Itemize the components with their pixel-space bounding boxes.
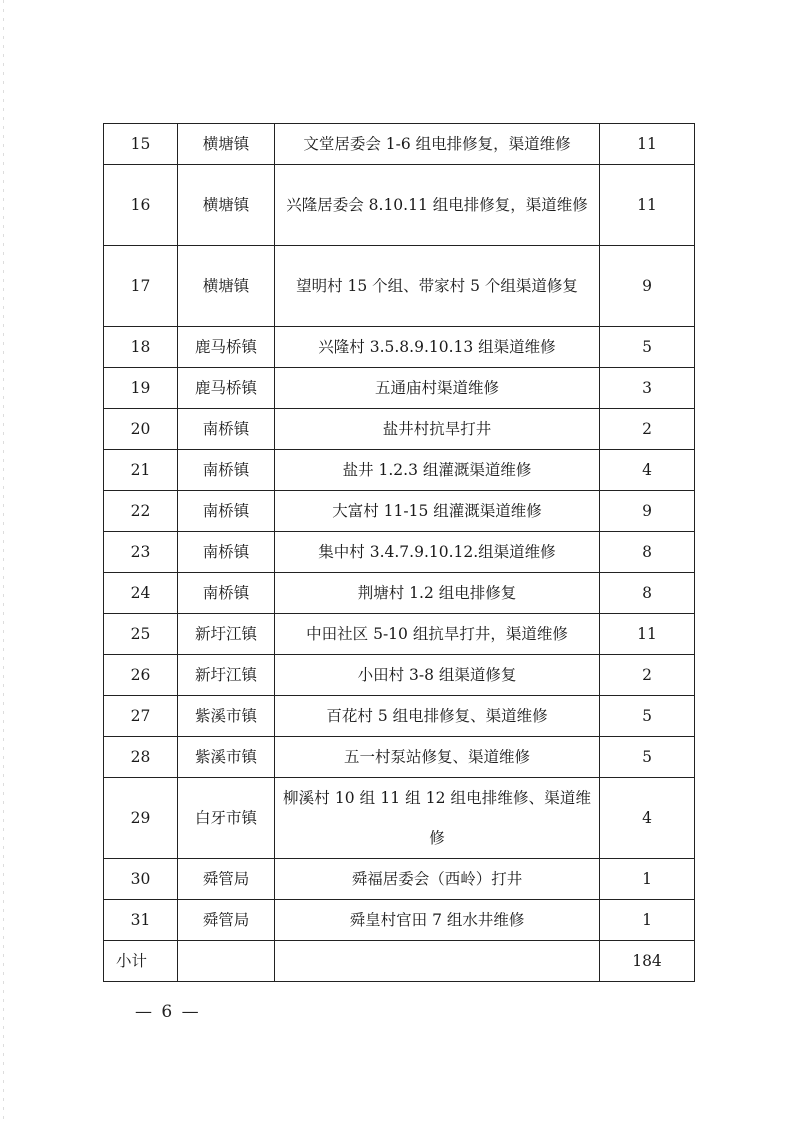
- row-project: 小田村 3-8 组渠道修复: [275, 655, 600, 696]
- table-row: [104, 778, 695, 859]
- row-number: 30: [104, 859, 178, 900]
- row-amount: 2: [600, 409, 695, 450]
- row-amount: 11: [600, 165, 695, 246]
- row-number: 27: [104, 696, 178, 737]
- subtotal-project: [275, 941, 600, 982]
- table-row: [104, 327, 695, 368]
- subtotal-row: [104, 941, 695, 982]
- row-project: 大富村 11-15 组灌溉渠道维修: [275, 491, 600, 532]
- row-amount: 1: [600, 859, 695, 900]
- row-number: 23: [104, 532, 178, 573]
- row-number: 22: [104, 491, 178, 532]
- row-amount: 11: [600, 614, 695, 655]
- row-amount: 2: [600, 655, 695, 696]
- row-amount: 4: [600, 778, 695, 859]
- row-project: 五一村泵站修复、渠道维修: [275, 737, 600, 778]
- row-town: 横塘镇: [178, 246, 275, 327]
- row-amount: 5: [600, 696, 695, 737]
- table-row: [104, 246, 695, 327]
- row-project: 集中村 3.4.7.9.10.12.组渠道维修: [275, 532, 600, 573]
- row-project: 中田社区 5-10 组抗旱打井，渠道维修: [275, 614, 600, 655]
- row-project: 盐井 1.2.3 组灌溉渠道维修: [275, 450, 600, 491]
- row-project: 荆塘村 1.2 组电排修复: [275, 573, 600, 614]
- table-row: [104, 450, 695, 491]
- row-project: 文堂居委会 1-6 组电排修复，渠道维修: [275, 124, 600, 165]
- row-project: 舜福居委会（西岭）打井: [275, 859, 600, 900]
- subtotal-label: 小计: [104, 941, 178, 982]
- table-row: [104, 124, 695, 165]
- table-row: [104, 900, 695, 941]
- row-town: 鹿马桥镇: [178, 327, 275, 368]
- table-row: [104, 491, 695, 532]
- table-row: [104, 532, 695, 573]
- row-town: 紫溪市镇: [178, 737, 275, 778]
- row-project: 柳溪村 10 组 11 组 12 组电排维修、渠道维修: [275, 778, 600, 859]
- row-number: 17: [104, 246, 178, 327]
- row-number: 15: [104, 124, 178, 165]
- page-number: — 6 —: [135, 1002, 201, 1022]
- row-amount: 8: [600, 573, 695, 614]
- row-amount: 3: [600, 368, 695, 409]
- row-town: 南桥镇: [178, 532, 275, 573]
- row-project: 兴隆村 3.5.8.9.10.13 组渠道维修: [275, 327, 600, 368]
- table-row: [104, 368, 695, 409]
- row-number: 24: [104, 573, 178, 614]
- table-row: [104, 165, 695, 246]
- row-number: 26: [104, 655, 178, 696]
- row-town: 南桥镇: [178, 450, 275, 491]
- table-row: [104, 614, 695, 655]
- row-project: 兴隆居委会 8.10.11 组电排修复，渠道维修: [275, 165, 600, 246]
- row-amount: 4: [600, 450, 695, 491]
- row-town: 新圩江镇: [178, 614, 275, 655]
- row-project: 望明村 15 个组、带家村 5 个组渠道修复: [275, 246, 600, 327]
- subtotal-amount: 184: [600, 941, 695, 982]
- row-amount: 5: [600, 737, 695, 778]
- subtotal-town: [178, 941, 275, 982]
- row-project: 百花村 5 组电排修复、渠道维修: [275, 696, 600, 737]
- table-row: [104, 409, 695, 450]
- row-amount: 8: [600, 532, 695, 573]
- row-town: 横塘镇: [178, 165, 275, 246]
- table-row: [104, 696, 695, 737]
- table-row: [104, 655, 695, 696]
- row-town: 紫溪市镇: [178, 696, 275, 737]
- row-amount: 11: [600, 124, 695, 165]
- row-number: 19: [104, 368, 178, 409]
- row-town: 南桥镇: [178, 491, 275, 532]
- row-number: 28: [104, 737, 178, 778]
- row-town: 南桥镇: [178, 409, 275, 450]
- table-row: [104, 737, 695, 778]
- row-number: 18: [104, 327, 178, 368]
- row-town: 鹿马桥镇: [178, 368, 275, 409]
- row-amount: 9: [600, 491, 695, 532]
- row-town: 横塘镇: [178, 124, 275, 165]
- row-project: 五通庙村渠道维修: [275, 368, 600, 409]
- row-number: 21: [104, 450, 178, 491]
- row-number: 31: [104, 900, 178, 941]
- scan-edge-line: [3, 0, 4, 1122]
- row-number: 20: [104, 409, 178, 450]
- row-town: 白牙市镇: [178, 778, 275, 859]
- row-number: 25: [104, 614, 178, 655]
- row-number: 16: [104, 165, 178, 246]
- row-number: 29: [104, 778, 178, 859]
- row-town: 舜管局: [178, 859, 275, 900]
- table-row: [104, 573, 695, 614]
- row-town: 南桥镇: [178, 573, 275, 614]
- row-town: 新圩江镇: [178, 655, 275, 696]
- row-amount: 5: [600, 327, 695, 368]
- table-row: [104, 859, 695, 900]
- row-amount: 9: [600, 246, 695, 327]
- row-project: 盐井村抗旱打井: [275, 409, 600, 450]
- row-project: 舜皇村官田 7 组水井维修: [275, 900, 600, 941]
- row-amount: 1: [600, 900, 695, 941]
- row-town: 舜管局: [178, 900, 275, 941]
- project-table: [103, 123, 695, 982]
